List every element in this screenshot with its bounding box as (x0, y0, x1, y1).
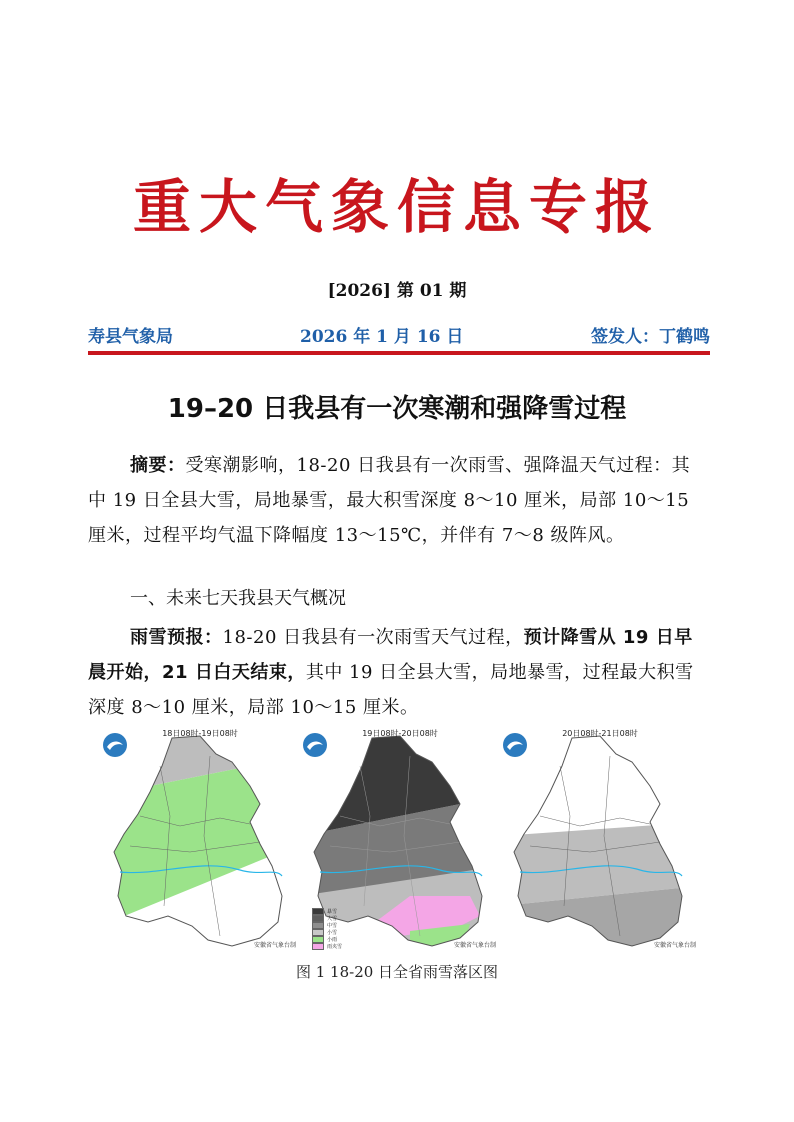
legend-item (312, 922, 342, 929)
issue-date: 2026 年 1 月 16 日 (300, 327, 464, 347)
legend-item (312, 936, 342, 943)
legend-label: 暴雪 (327, 909, 338, 915)
map-credit: 安徽省气象台制 (653, 942, 696, 949)
map-time-range: 20日08时-21日08时 (562, 729, 638, 738)
snow-map-day3 (500, 726, 700, 956)
document-title: 19–20 日我县有一次寒潮和强降雪过程 (167, 394, 627, 424)
legend-swatch (312, 929, 324, 936)
map-time-range: 19日08时-20日08时 (362, 729, 438, 738)
legend-item (312, 908, 342, 915)
masthead-title: 重大气象信息专报 (132, 173, 661, 241)
province-map-shape (100, 726, 300, 956)
legend-label: 小雪 (327, 930, 338, 936)
snowfall-map-panel (100, 726, 700, 956)
legend-item (312, 929, 342, 936)
forecast-text-b: 其中 19 日全县大雪，局地暴雪，过程最大积雪深度 8～10 厘米，局部 10～15 厘米。 (88, 662, 694, 718)
legend-swatch (312, 943, 324, 950)
legend-swatch (312, 922, 324, 929)
signer: 签发人：丁鹤鸣 (591, 327, 710, 347)
figure-caption: 图 1 18-20 日全省雨雪落区图 (295, 963, 499, 981)
legend-item (312, 915, 342, 922)
legend-label: 中雪 (327, 923, 338, 929)
map-credit: 安徽省气象台制 (253, 942, 296, 949)
issuing-organization: 寿县气象局 (88, 327, 173, 347)
province-map-shape (500, 726, 700, 956)
legend-swatch (312, 915, 324, 922)
forecast-bold-text: 预计降雪从 19 日早晨开始，21 日白天结束， (88, 627, 693, 683)
summary-text: 受寒潮影响，18-20 日我县有一次雨雪、强降温天气过程：其中 19 日全县大雪，局地暴雪，最大积雪深度 8～10 厘米，局部 10～15 厘米，过程平均气温下降幅度 13～15℃，并伴有 7～8 级阵风。 (88, 455, 691, 546)
header-divider (88, 351, 710, 355)
legend-item (312, 943, 342, 950)
snow-map-day1 (100, 726, 300, 956)
summary-label: 摘要： (130, 455, 186, 476)
map-credit: 安徽省气象台制 (453, 942, 496, 949)
forecast-label: 雨雪预报： (130, 627, 223, 648)
section-heading: 一、未来七天我县天气概况 (130, 588, 346, 609)
legend-swatch (312, 908, 324, 915)
summary-paragraph (88, 448, 698, 553)
issue-number: [2026] 第 01 期 (327, 281, 467, 301)
legend-label: 雨夹雪 (327, 944, 343, 950)
legend-label: 小雨 (327, 937, 338, 943)
forecast-paragraph (88, 620, 698, 725)
legend-swatch (312, 936, 324, 943)
map-legend (312, 908, 342, 950)
forecast-text-a: 18-20 日我县有一次雨雪天气过程， (222, 627, 524, 648)
map-time-range: 18日08时-19日08时 (162, 729, 238, 738)
legend-label: 大雪 (327, 916, 338, 922)
